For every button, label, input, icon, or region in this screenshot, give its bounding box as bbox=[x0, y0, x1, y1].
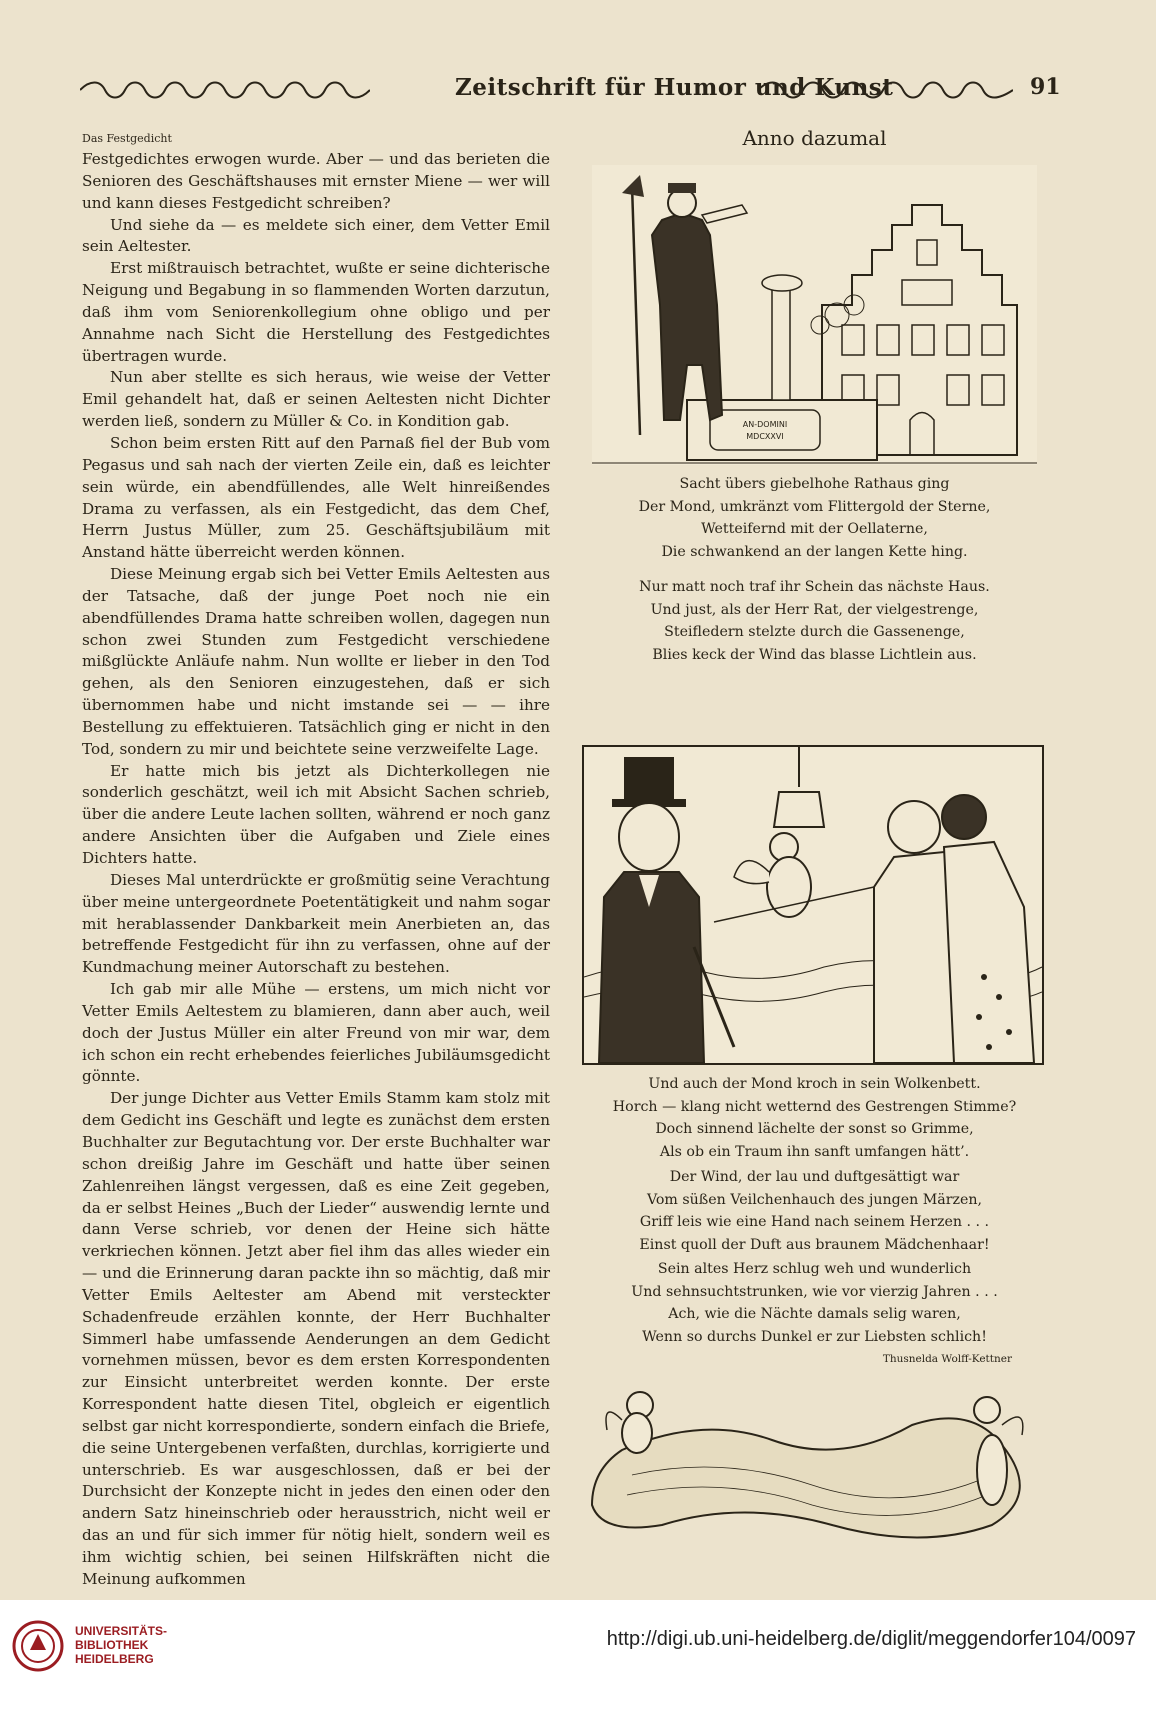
journal-title: Zeitschrift für Humor und Kunst bbox=[455, 74, 894, 101]
verse-line: Doch sinnend lächelte der sonst so Grimme, bbox=[655, 1121, 974, 1137]
paragraph: Der junge Dichter aus Vetter Emils Stamm kam stolz mit dem Gedicht ins Geschäft und legte es zunächst dem ersten Buchhalter zur Begutachtung vor. Der erste Buchhalter war schon dreißig Jahre im Geschäft und hatte über seinen Zahlenreihen längst vergessen, daß es eine Zeit gegeben, da er selbst Heines „Buch der Lieder“ auswendig lernte und dann Verse schrieb, vor denen der Heine sich hätte verkriechen können. Jetzt aber fiel ihm das alles wieder ein — und die Erinnerung daran packte ihn so mächtig, daß mir Vetter Emils Aeltester am Abend mit versteckter Schadenfreude erzählen konnte, der Herr Buchhalter Simmerl habe umfassende Aenderungen an dem Gedicht vornehmen müssen, bevor es dem ersten Korrespondenten zur Einsicht unterbreitet werden konnte. Der erste Korrespondent hatte diesen Titel, obgleich er eigentlich selbst gar nicht korrespondierte, sondern einfach die Briefe, die seine Untergebenen verfaßten, durchlas, korrigierte und unterschrieb. Es war ausgeschlossen, daß er bei der Durchsicht der Konzepte nicht in jedes den einen oder den andern Satz hineinschrieb oder herausstrich, nicht weil er das an und für sich immer für nötig hielt, sondern weil es ihm wichtig schien, bei seinen Hilfskräften nicht die Meinung aufkommen bbox=[82, 1089, 550, 1588]
page-header bbox=[70, 72, 1060, 108]
library-name bbox=[75, 1624, 167, 1666]
library-line: UNIVERSITÄTS- bbox=[75, 1624, 168, 1638]
verse-line: Griff leis wie eine Hand nach seinem Herzen . . . bbox=[639, 1214, 990, 1230]
illustration-town-hall bbox=[592, 165, 1037, 465]
stanza-1 bbox=[592, 473, 1037, 563]
verse-line: Sacht übers giebelhohe Rathaus ging bbox=[679, 476, 950, 492]
cupid-drawing bbox=[584, 747, 1042, 1063]
plaque-text-1: AN-DOMINI bbox=[742, 420, 788, 429]
paragraph: Ich gab mir alle Mühe — erstens, um mich nicht vor Vetter Emils Aeltestem zu blamieren, dann aber auch, weil doch der Justus Müller ein alter Freund von mir war, dem ich schon ein recht erhebendes feierliches Jubiläumsgedicht gönnte. bbox=[82, 980, 550, 1086]
verse-line: Blies keck der Wind das blasse Lichtlein aus. bbox=[652, 646, 977, 663]
verse-line: Und sehnsuchtstrunken, wie vor vierzig Jahren . . . bbox=[631, 1283, 998, 1300]
poem-title: Anno dazumal bbox=[742, 126, 887, 150]
paragraph: Dieses Mal unterdrückte er großmütig seine Verachtung über meine untergeordnete Poetentätigkeit und nahm sogar mit herablassender Dankbarkeit mein Anerbieten an, das betreffende Festgedicht für ihn zu verfassen, ohne auf der Kundmachung meiner Autorschaft zu bestehen. bbox=[82, 870, 550, 977]
verse-line: Nur matt noch traf ihr Schein das nächste Haus. bbox=[639, 579, 990, 595]
library-line: HEIDELBERG bbox=[75, 1652, 154, 1666]
page-number: 91 bbox=[1030, 74, 1061, 100]
stanza-4 bbox=[592, 1166, 1037, 1256]
verse-line: Und auch der Mond kroch in sein Wolkenbett. bbox=[648, 1076, 981, 1092]
header-ornament-left bbox=[80, 80, 370, 100]
stanza-3 bbox=[592, 1073, 1037, 1163]
paragraph: Und siehe da — es meldete sich einer, dem Vetter Emil sein Aeltester. bbox=[82, 215, 550, 256]
poem-author: Thusnelda Wolff-Kettner bbox=[882, 1353, 1012, 1365]
story-column bbox=[82, 132, 550, 1591]
paragraph: Erst mißtrauisch betrachtet, wußte er seine dichterische Neigung und Begabung in so flammenden Worten darzutun, daß ihm vom Seniorenkollegium ohne obligo und per Annahme nach Sicht die Herstellung des Festgedichtes übertragen wurde. bbox=[82, 259, 550, 365]
paragraph: Festgedichtes erwogen wurde. Aber — und das berieten die Senioren des Geschäftshauses mit ernster Miene — wer will und kann dieses Festgedicht schreiben? bbox=[82, 150, 550, 212]
verse-line: Der Mond, umkränzt vom Flittergold der Sterne, bbox=[638, 498, 991, 515]
cherubs-drawing bbox=[572, 1375, 1047, 1565]
source-url[interactable]: http://digi.ub.uni-heidelberg.de/diglit/meggendorfer104/0097 bbox=[606, 1628, 1136, 1650]
verse-line: Horch — klang nicht wetternd des Gestrengen Stimme? bbox=[612, 1098, 1017, 1115]
verse-line: Einst quoll der Duft aus braunem Mädchenhaar! bbox=[639, 1236, 990, 1253]
verse-line: Wetteifernd mit der Oellaterne, bbox=[701, 521, 928, 537]
paragraph: Diese Meinung ergab sich bei Vetter Emils Aeltesten aus der Tatsache, daß der junge Poet noch nie ein abendfüllendes Drama hatte schreiben wollen, dagegen nun schon zwei Stunden zum Festgedicht verschiedene mißglückte Anläufe nahm. Nun wollte er lieber in den Tod gehen, als den Senioren einzugestehen, daß er sich übernommen habe und nicht imstande sei — — ihre Bestellung zu effektuieren. Tatsächlich ging er nicht in den Tod, sondern zu mir und beichtete seine verzweifelte Lage. bbox=[82, 565, 550, 758]
plaque-text-2: MDCXXVI bbox=[746, 432, 784, 441]
library-footer bbox=[0, 1600, 1156, 1709]
verse-line: Vom süßen Veilchenhauch des jungen Märzen, bbox=[646, 1191, 983, 1208]
stanza-5 bbox=[592, 1258, 1037, 1348]
verse-line: Ach, wie die Nächte damals selig waren, bbox=[668, 1306, 961, 1322]
section-label: Das Festgedicht bbox=[82, 132, 172, 145]
verse-line: Der Wind, der lau und duftgesättigt war bbox=[669, 1169, 960, 1185]
stanza-2 bbox=[592, 576, 1037, 666]
header-ornament-right bbox=[758, 80, 1013, 100]
verse-line: Steifledern stelzte durch die Gassenenge, bbox=[664, 624, 965, 640]
paragraph: Nun aber stellte es sich heraus, wie weise der Vetter Emil gehandelt hat, daß er seinen Aeltesten nicht Dichter werden ließ, sondern zu Müller & Co. in Kondition gab. bbox=[82, 368, 550, 431]
illustration-cupid bbox=[582, 745, 1044, 1065]
paragraph: Schon beim ersten Ritt auf den Parnaß fiel der Bub vom Pegasus und sah nach der vierten Zeile ein, daß es leichter sein würde, ein abendfüllendes, alle Welt hinreißendes Drama zu verfassen, als ein Festgedicht, das dem Chef, Herrn Justus Müller, zum 25. Geschäftsjubiläum mit Anstand hätte überreicht werden können. bbox=[82, 433, 550, 562]
town-hall-drawing bbox=[592, 165, 1037, 465]
verse-line: Wenn so durchs Dunkel er zur Liebsten schlich! bbox=[642, 1328, 987, 1345]
verse-line: Sein altes Herz schlug weh und wunderlich bbox=[657, 1261, 972, 1277]
verse-line: Als ob ein Traum ihn sanft umfangen hätt’. bbox=[659, 1143, 970, 1160]
paragraph: Er hatte mich bis jetzt als Dichterkollegen nie sonderlich geschätzt, weil ich mit Absicht Sachen schrieb, über die andere Leute lachen sollten, während er noch ganz andere Ansichten über die Aufgaben und Ziele eines Dichters hatte. bbox=[82, 761, 550, 867]
university-seal-icon bbox=[12, 1620, 64, 1672]
library-line: BIBLIOTHEK bbox=[75, 1638, 149, 1652]
verse-line: Die schwankend an der langen Kette hing. bbox=[661, 543, 968, 560]
illustration-cherubs bbox=[572, 1375, 1047, 1565]
verse-line: Und just, als der Herr Rat, der vielgestrenge, bbox=[650, 601, 979, 618]
